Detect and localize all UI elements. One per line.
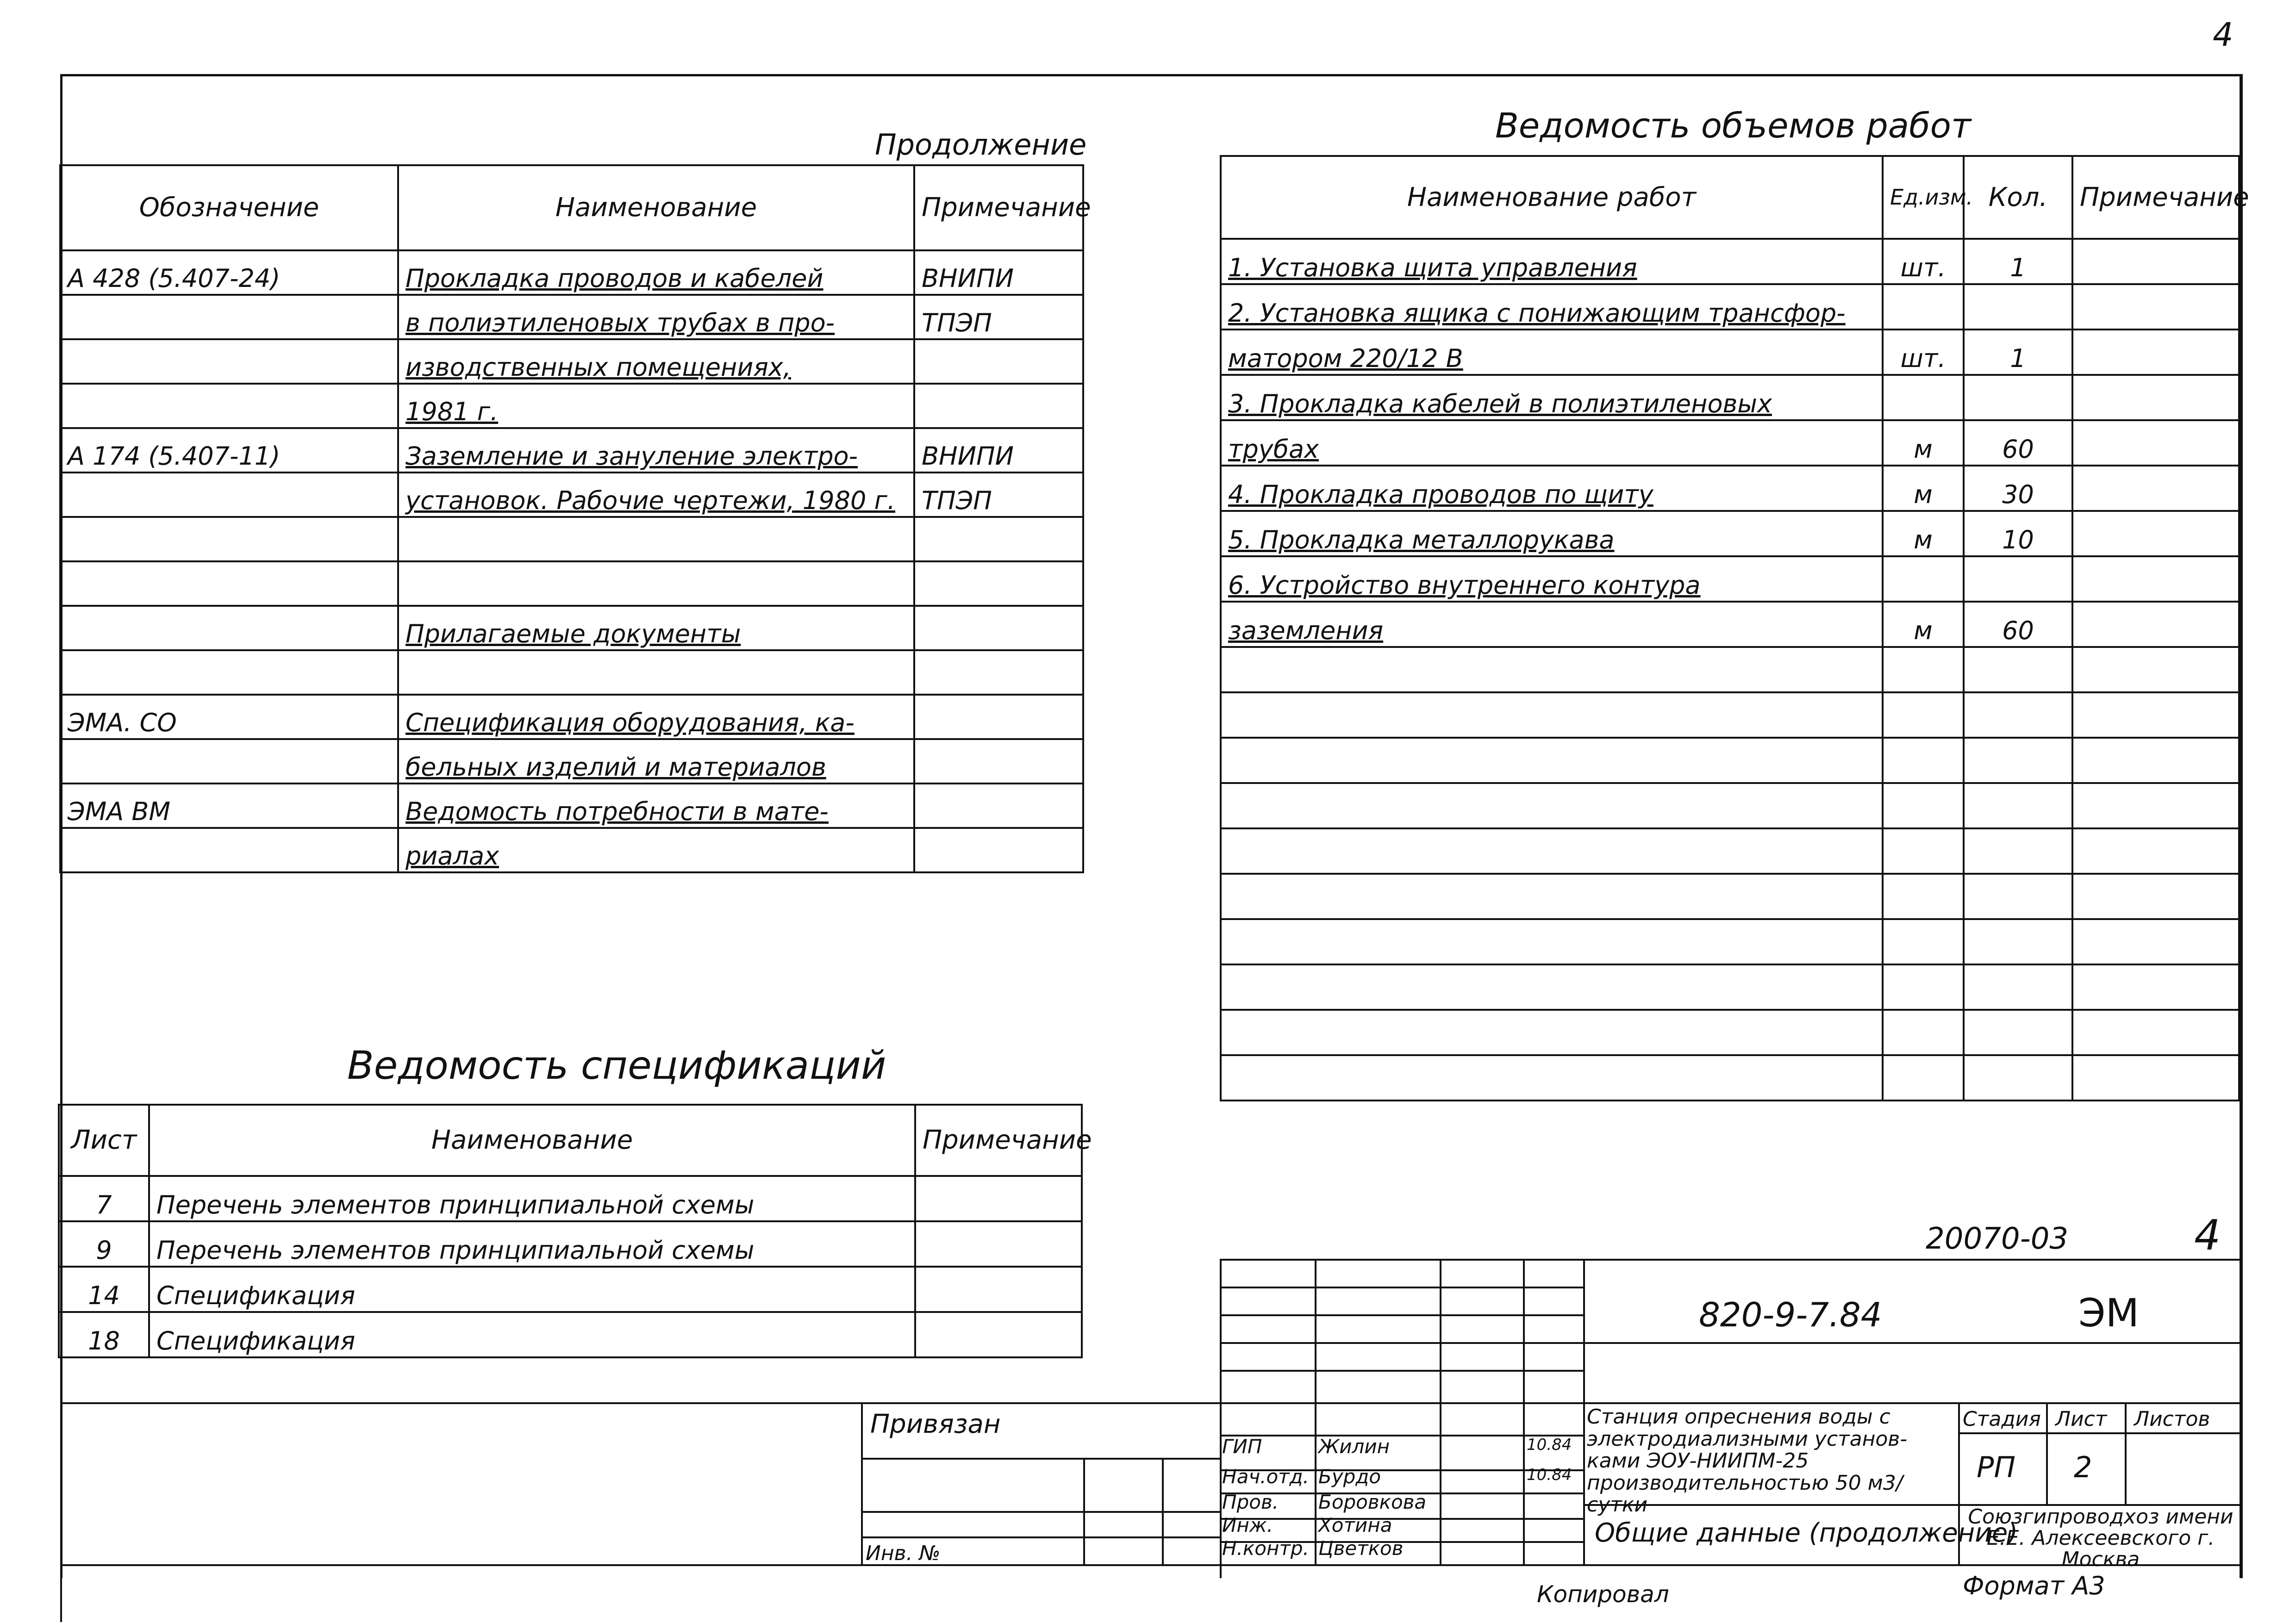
spec-row [59,1221,1082,1267]
works-row [1221,511,2239,556]
spec-cell: Перечень элементов принципиальной схемы [149,1176,915,1221]
works-cell [1221,1055,1883,1101]
project-title: Станция опреснения воды с электродиализными установ-ками ЭОУ-НИИПМ-25 производительностью 50 м3/сутки [1587,1405,1908,1517]
works-cell [2072,647,2239,692]
references-cell [914,561,1083,606]
header-note: Примечание [914,165,1083,250]
works-cell [2072,1010,2239,1055]
header-qty: Кол. [1964,156,2072,239]
copied-label: Копировал [1537,1581,1669,1608]
works-cell [2072,783,2239,828]
role-label: ГИП [1222,1435,1262,1458]
works-row [1221,1055,2239,1101]
works-row [1221,964,2239,1010]
references-cell: А 428 (5.407-24) [60,250,398,295]
works-cell [2072,964,2239,1010]
spec-header-row [59,1105,1082,1176]
role-label: Н.контр. [1222,1537,1309,1560]
signer-name: Жилин [1318,1435,1390,1458]
works-cell [1964,783,2072,828]
references-cell [60,606,398,650]
works-cell [1883,919,1964,964]
order-number: 20070-03 [1926,1222,2069,1256]
references-cell: 1981 г. [398,384,914,428]
works-cell [1221,647,1883,692]
works-cell: заземления [1221,602,1883,647]
references-row [60,828,1083,872]
section-code: ЭМ [2078,1290,2140,1336]
references-row [60,517,1083,561]
works-cell: м [1883,420,1964,466]
works-cell: 1 [1964,330,2072,375]
spec-cell [915,1176,1082,1221]
works-cell [1221,919,1883,964]
works-cell [2072,420,2239,466]
works-cell: м [1883,466,1964,511]
works-cell: шт. [1883,239,1964,284]
references-cell [60,739,398,784]
works-cell: 4. Прокладка проводов по щиту [1221,466,1883,511]
works-cell [1221,783,1883,828]
works-cell [1883,874,1964,919]
references-cell: изводственных помещениях, [398,339,914,384]
works-table [1220,155,2249,1101]
references-cell: ВНИПИ [914,428,1083,473]
works-cell [1964,919,2072,964]
continuation-label: Продолжение [875,128,1087,162]
works-row [1221,420,2239,466]
works-cell: трубах [1221,420,1883,466]
spec-cell: 9 [59,1221,149,1267]
references-row [60,339,1083,384]
works-row [1221,647,2239,692]
works-row [1221,1010,2239,1055]
format-label: Формат А3 [1963,1571,2105,1600]
header-name: Наименование [398,165,914,250]
references-row [60,561,1083,606]
works-cell: 60 [1964,602,2072,647]
works-cell [1221,1010,1883,1055]
references-row [60,739,1083,784]
references-cell: Спецификация оборудования, ка- [398,695,914,739]
references-cell: ТПЭП [914,473,1083,517]
header-designation: Обозначение [60,165,398,250]
document-code: 820-9-7.84 [1699,1295,1882,1334]
works-cell [1221,964,1883,1010]
sheet-value: 2 [2074,1450,2092,1484]
references-header-row [60,165,1083,250]
references-cell: ВНИПИ [914,250,1083,295]
works-cell [1883,284,1964,330]
works-cell [1964,964,2072,1010]
works-cell [2072,330,2239,375]
works-cell [1883,647,1964,692]
works-cell: 1 [1964,239,2072,284]
works-cell [1883,783,1964,828]
works-cell: 2. Установка ящика с понижающим трансфор- [1221,284,1883,330]
spec-row [59,1312,1082,1357]
stage-label: Стадия [1963,1407,2041,1431]
works-row [1221,556,2239,602]
spec-cell: Спецификация [149,1267,915,1312]
signer-name: Боровкова [1318,1491,1427,1513]
works-cell [1964,738,2072,783]
spec-row [59,1267,1082,1312]
references-row [60,428,1083,473]
works-cell [1964,375,2072,420]
sheet-title: Общие данные (продолжение) [1595,1518,2018,1548]
works-cell [1964,828,2072,874]
works-row [1221,239,2239,284]
header-spec-note: Примечание [915,1105,1082,1176]
works-cell [2072,692,2239,738]
references-cell [914,339,1083,384]
header-spec-name: Наименование [149,1105,915,1176]
references-row [60,784,1083,828]
references-cell [914,606,1083,650]
references-cell: установок. Рабочие чертежи, 1980 г. [398,473,914,517]
works-cell [1883,692,1964,738]
works-row [1221,330,2239,375]
works-cell: м [1883,511,1964,556]
works-cell: м [1883,602,1964,647]
header-unit: Ед.изм. [1883,156,1964,239]
references-cell: риалах [398,828,914,872]
works-cell [1883,1055,1964,1101]
references-cell [914,517,1083,561]
signer-name: Цветков [1318,1537,1404,1560]
references-row [60,295,1083,339]
works-cell [1964,1055,2072,1101]
references-cell [398,517,914,561]
references-cell: Прокладка проводов и кабелей [398,250,914,295]
references-row [60,384,1083,428]
references-cell [60,473,398,517]
frame-left-tick [60,1571,62,1622]
corner-mark: 4 [2213,16,2234,54]
works-row [1221,874,2239,919]
references-row [60,650,1083,695]
works-cell [1883,1010,1964,1055]
references-cell: ТПЭП [914,295,1083,339]
works-cell [2072,284,2239,330]
sheet-label: Лист [2055,1407,2107,1431]
references-row [60,606,1083,650]
works-cell [2072,1055,2239,1101]
references-cell [914,384,1083,428]
references-cell: ЭМА. СО [60,695,398,739]
references-cell [60,561,398,606]
works-row [1221,738,2239,783]
works-cell [1883,375,1964,420]
works-cell [2072,375,2239,420]
works-row [1221,919,2239,964]
references-cell [914,650,1083,695]
references-cell [914,695,1083,739]
spec-cell: Перечень элементов принципиальной схемы [149,1221,915,1267]
spec-cell: 7 [59,1176,149,1221]
works-cell [1964,692,2072,738]
works-cell [1964,556,2072,602]
works-cell: матором 220/12 В [1221,330,1883,375]
inventory-label: Инв. № [866,1542,941,1565]
works-cell [1964,874,2072,919]
references-cell: А 174 (5.407-11) [60,428,398,473]
works-row [1221,284,2239,330]
works-cell [2072,511,2239,556]
sheets-label: Листов [2134,1407,2210,1431]
works-cell [1221,738,1883,783]
references-row [60,473,1083,517]
works-row [1221,783,2239,828]
references-cell [914,828,1083,872]
sign-date: 10.84 [1527,1436,1572,1454]
works-cell: 10 [1964,511,2072,556]
works-cell: 1. Установка щита управления [1221,239,1883,284]
role-label: Нач.отд. [1222,1465,1310,1488]
works-row [1221,692,2239,738]
works-cell: 5. Прокладка металлорукава [1221,511,1883,556]
works-cell [1883,556,1964,602]
works-cell: 6. Устройство внутреннего контура [1221,556,1883,602]
spec-cell [915,1267,1082,1312]
works-cell [1883,964,1964,1010]
works-cell [2072,738,2239,783]
signer-name: Хотина [1318,1514,1392,1536]
works-row [1221,466,2239,511]
spec-cell: 18 [59,1312,149,1357]
works-cell [1221,828,1883,874]
references-cell: бельных изделий и материалов [398,739,914,784]
works-cell [1883,738,1964,783]
references-cell [60,828,398,872]
sign-date: 10.84 [1527,1466,1572,1484]
references-cell [60,384,398,428]
header-work-name: Наименование работ [1221,156,1883,239]
works-cell: 60 [1964,420,2072,466]
works-cell [2072,602,2239,647]
spec-cell: 14 [59,1267,149,1312]
works-cell [2072,556,2239,602]
references-cell: ЭМА ВМ [60,784,398,828]
works-cell [1883,828,1964,874]
references-cell [914,739,1083,784]
works-cell [2072,466,2239,511]
works-cell [2072,919,2239,964]
works-cell [1964,284,2072,330]
works-cell [1964,647,2072,692]
spec-cell [915,1312,1082,1357]
references-row [60,695,1083,739]
references-cell [60,650,398,695]
references-cell: Прилагаемые документы [398,606,914,650]
signer-name: Бурдо [1318,1465,1381,1488]
role-label: Пров. [1222,1491,1279,1513]
references-cell: Ведомость потребности в мате- [398,784,914,828]
bound-label: Привязан [870,1409,1001,1439]
works-cell: 3. Прокладка кабелей в полиэтиленовых [1221,375,1883,420]
references-cell: в полиэтиленовых трубах в про- [398,295,914,339]
references-cell [60,517,398,561]
works-cell [2072,828,2239,874]
spec-title: Ведомость спецификаций [347,1043,886,1088]
spec-row [59,1176,1082,1221]
works-cell [2072,239,2239,284]
works-row [1221,375,2239,420]
references-table [59,164,1091,873]
references-cell [398,650,914,695]
references-cell [60,295,398,339]
references-row [60,250,1083,295]
works-header-row [1221,156,2239,239]
role-label: Инж. [1222,1514,1273,1536]
works-cell [1221,692,1883,738]
works-title: Ведомость объемов работ [1495,106,1972,146]
stage-value: РП [1977,1450,2016,1484]
spec-cell [915,1221,1082,1267]
works-row [1221,828,2239,874]
works-row [1221,602,2239,647]
works-cell: 30 [1964,466,2072,511]
references-cell: Заземление и зануление электро- [398,428,914,473]
header-work-note: Примечание [2072,156,2239,239]
works-cell [1964,1010,2072,1055]
references-cell [398,561,914,606]
references-cell [914,784,1083,828]
spec-table [58,1104,1092,1358]
spec-cell: Спецификация [149,1312,915,1357]
works-cell [2072,874,2239,919]
organization: Союзгипроводхоз имени Е.Е. Алексеевского г. Москва [1968,1505,2234,1572]
works-cell [1221,874,1883,919]
references-cell [60,339,398,384]
works-cell: шт. [1883,330,1964,375]
header-sheet: Лист [59,1105,149,1176]
sheet-corner-number: 4 [2194,1211,2221,1260]
